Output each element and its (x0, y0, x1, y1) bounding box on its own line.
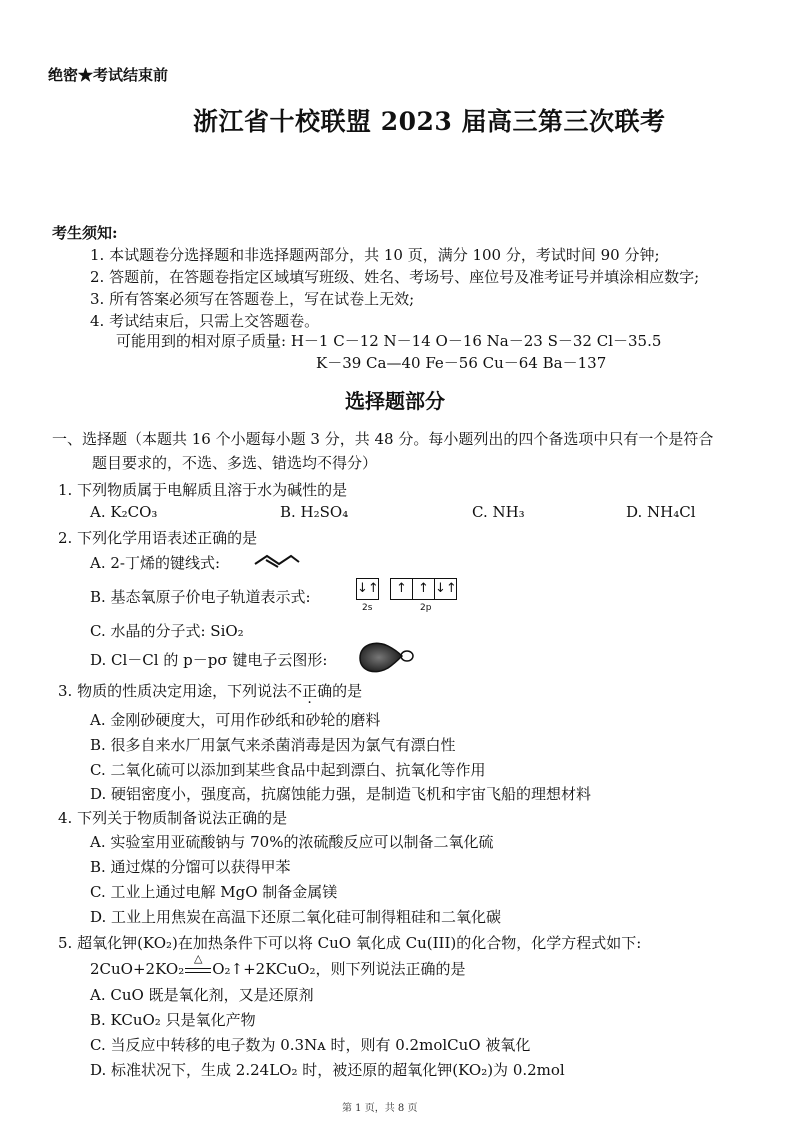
butene-skeletal-icon (253, 552, 301, 570)
page-title: 浙江省十校联盟 2023 届高三第三次联考 (193, 107, 666, 136)
q5-option-d: D. 标准状况下，生成 2.24LO₂ 时，被还原的超氧化钾(KO₂)为 0.2mol (90, 1061, 565, 1079)
secret-label: 绝密★考试结束前 (48, 66, 169, 84)
q5-option-c: C. 当反应中转移的电子数为 0.3Nᴀ 时，则有 0.2molCuO 被氧化 (90, 1036, 531, 1054)
orbital-2s (356, 578, 379, 600)
page-footer: 第 1 页，共 8 页 (342, 1103, 418, 1114)
q5-option-b: B. KCuO₂ 只是氧化产物 (90, 1011, 256, 1029)
q5-option-a: A. CuO 既是氧化剂，又是还原剂 (90, 986, 314, 1004)
q1-option-a: A. K₂CO₃ (90, 503, 158, 521)
q3-option-d: D. 硬铝密度小，强度高，抗腐蚀能力强，是制造飞机和宇宙飞船的理想材料 (90, 785, 592, 803)
orbital-box-2p-1: ↑ (391, 579, 413, 599)
q5-equation-right: O₂↑+2KCuO₂，则下列说法正确的是 (212, 960, 466, 978)
orbital-label-2s: 2s (362, 603, 373, 613)
notice-item-3: 3. 所有答案必须写在答题卷上，写在试卷上无效; (90, 290, 415, 308)
q2-option-b: B. 基态氧原子价电子轨道表示式: (90, 588, 311, 606)
orbital-2p (390, 578, 457, 600)
q1-stem: 1. 下列物质属于电解质且溶于水为碱性的是 (58, 481, 348, 499)
q3-option-c: C. 二氧化硫可以添加到某些食品中起到漂白、抗氧化等作用 (90, 761, 486, 779)
atomic-masses-line-1: 可能用到的相对原子质量: H－1 C－12 N－14 O－16 Na－23 S－32 Cl－35.5 (116, 332, 662, 350)
notice-item-2: 2. 答题前，在答题卷指定区域填写班级、姓名、考场号、座位号及准考证号并填涂相应数字; (90, 268, 700, 286)
notice-item-4: 4. 考试结束后，只需上交答题卷。 (90, 312, 320, 330)
orbital-box-2p-2: ↑ (413, 579, 435, 599)
section-title: 选择题部分 (345, 389, 445, 413)
part-intro-1: 一、选择题（本题共 16 个小题每小题 3 分，共 48 分。每小题列出的四个备选项中只有一个是符合 (52, 430, 714, 448)
q4-option-c: C. 工业上通过电解 MgO 制备金属镁 (90, 883, 338, 901)
notice-item-1: 1. 本试题卷分选择题和非选择题两部分，共 10 页，满分 100 分，考试时间 90 分钟; (90, 246, 660, 264)
q4-option-a: A. 实验室用亚硫酸钠与 70%的浓硫酸反应可以制备二氧化硫 (90, 833, 494, 851)
electron-cloud-icon (356, 638, 416, 676)
q5-equation (90, 952, 466, 979)
atomic-masses-line-2: K－39 Ca—40 Fe－56 Cu－64 Ba－137 (316, 354, 607, 372)
orbital-box-2p-3: ↓↑ (435, 581, 457, 596)
q4-option-b: B. 通过煤的分馏可以获得甲苯 (90, 858, 291, 876)
notice-heading: 考生须知: (52, 224, 118, 242)
q3-option-a: A. 金刚砂硬度大，可用作砂纸和砂轮的磨料 (90, 711, 381, 729)
q2-stem: 2. 下列化学用语表述正确的是 (58, 529, 258, 547)
q3-stem-emphasis: 不正确 (287, 682, 333, 700)
q2-option-d: D. Cl－Cl 的 p－pσ 键电子云图形: (90, 651, 328, 669)
q4-stem: 4. 下列关于物质制备说法正确的是 (58, 809, 288, 827)
q3-stem-pre: 3. 物质的性质决定用途，下列说法 (58, 682, 288, 700)
q1-option-d: D. NH₄Cl (626, 503, 696, 521)
q3-stem-post: 的是 (332, 682, 363, 700)
q5-equation-left: 2CuO+2KO₂ (90, 960, 185, 978)
q3-option-b: B. 很多自来水厂用氯气来杀菌消毒是因为氯气有漂白性 (90, 736, 456, 754)
orbital-box-2s: ↓↑ (357, 581, 379, 596)
q2-option-c: C. 水晶的分子式: SiO₂ (90, 622, 244, 640)
q1-option-c: C. NH₃ (472, 503, 525, 521)
q5-equation-arrow (184, 952, 212, 978)
orbital-label-2p: 2p (420, 603, 432, 613)
q5-heat-condition: △ (193, 952, 203, 965)
part-intro-2: 题目要求的，不选、多选、错选均不得分） (92, 454, 378, 472)
q2-option-a: A. 2-丁烯的键线式: (90, 554, 221, 572)
q1-option-b: B. H₂SO₄ (280, 503, 349, 521)
q5-stem: 5. 超氧化钾(KO₂)在加热条件下可以将 CuO 氧化成 Cu(III)的化合物，化学方程式如下: (58, 934, 642, 952)
q3-stem (58, 680, 362, 701)
q4-option-d: D. 工业上用焦炭在高温下还原二氧化硅可制得粗硅和二氧化碳 (90, 908, 502, 926)
